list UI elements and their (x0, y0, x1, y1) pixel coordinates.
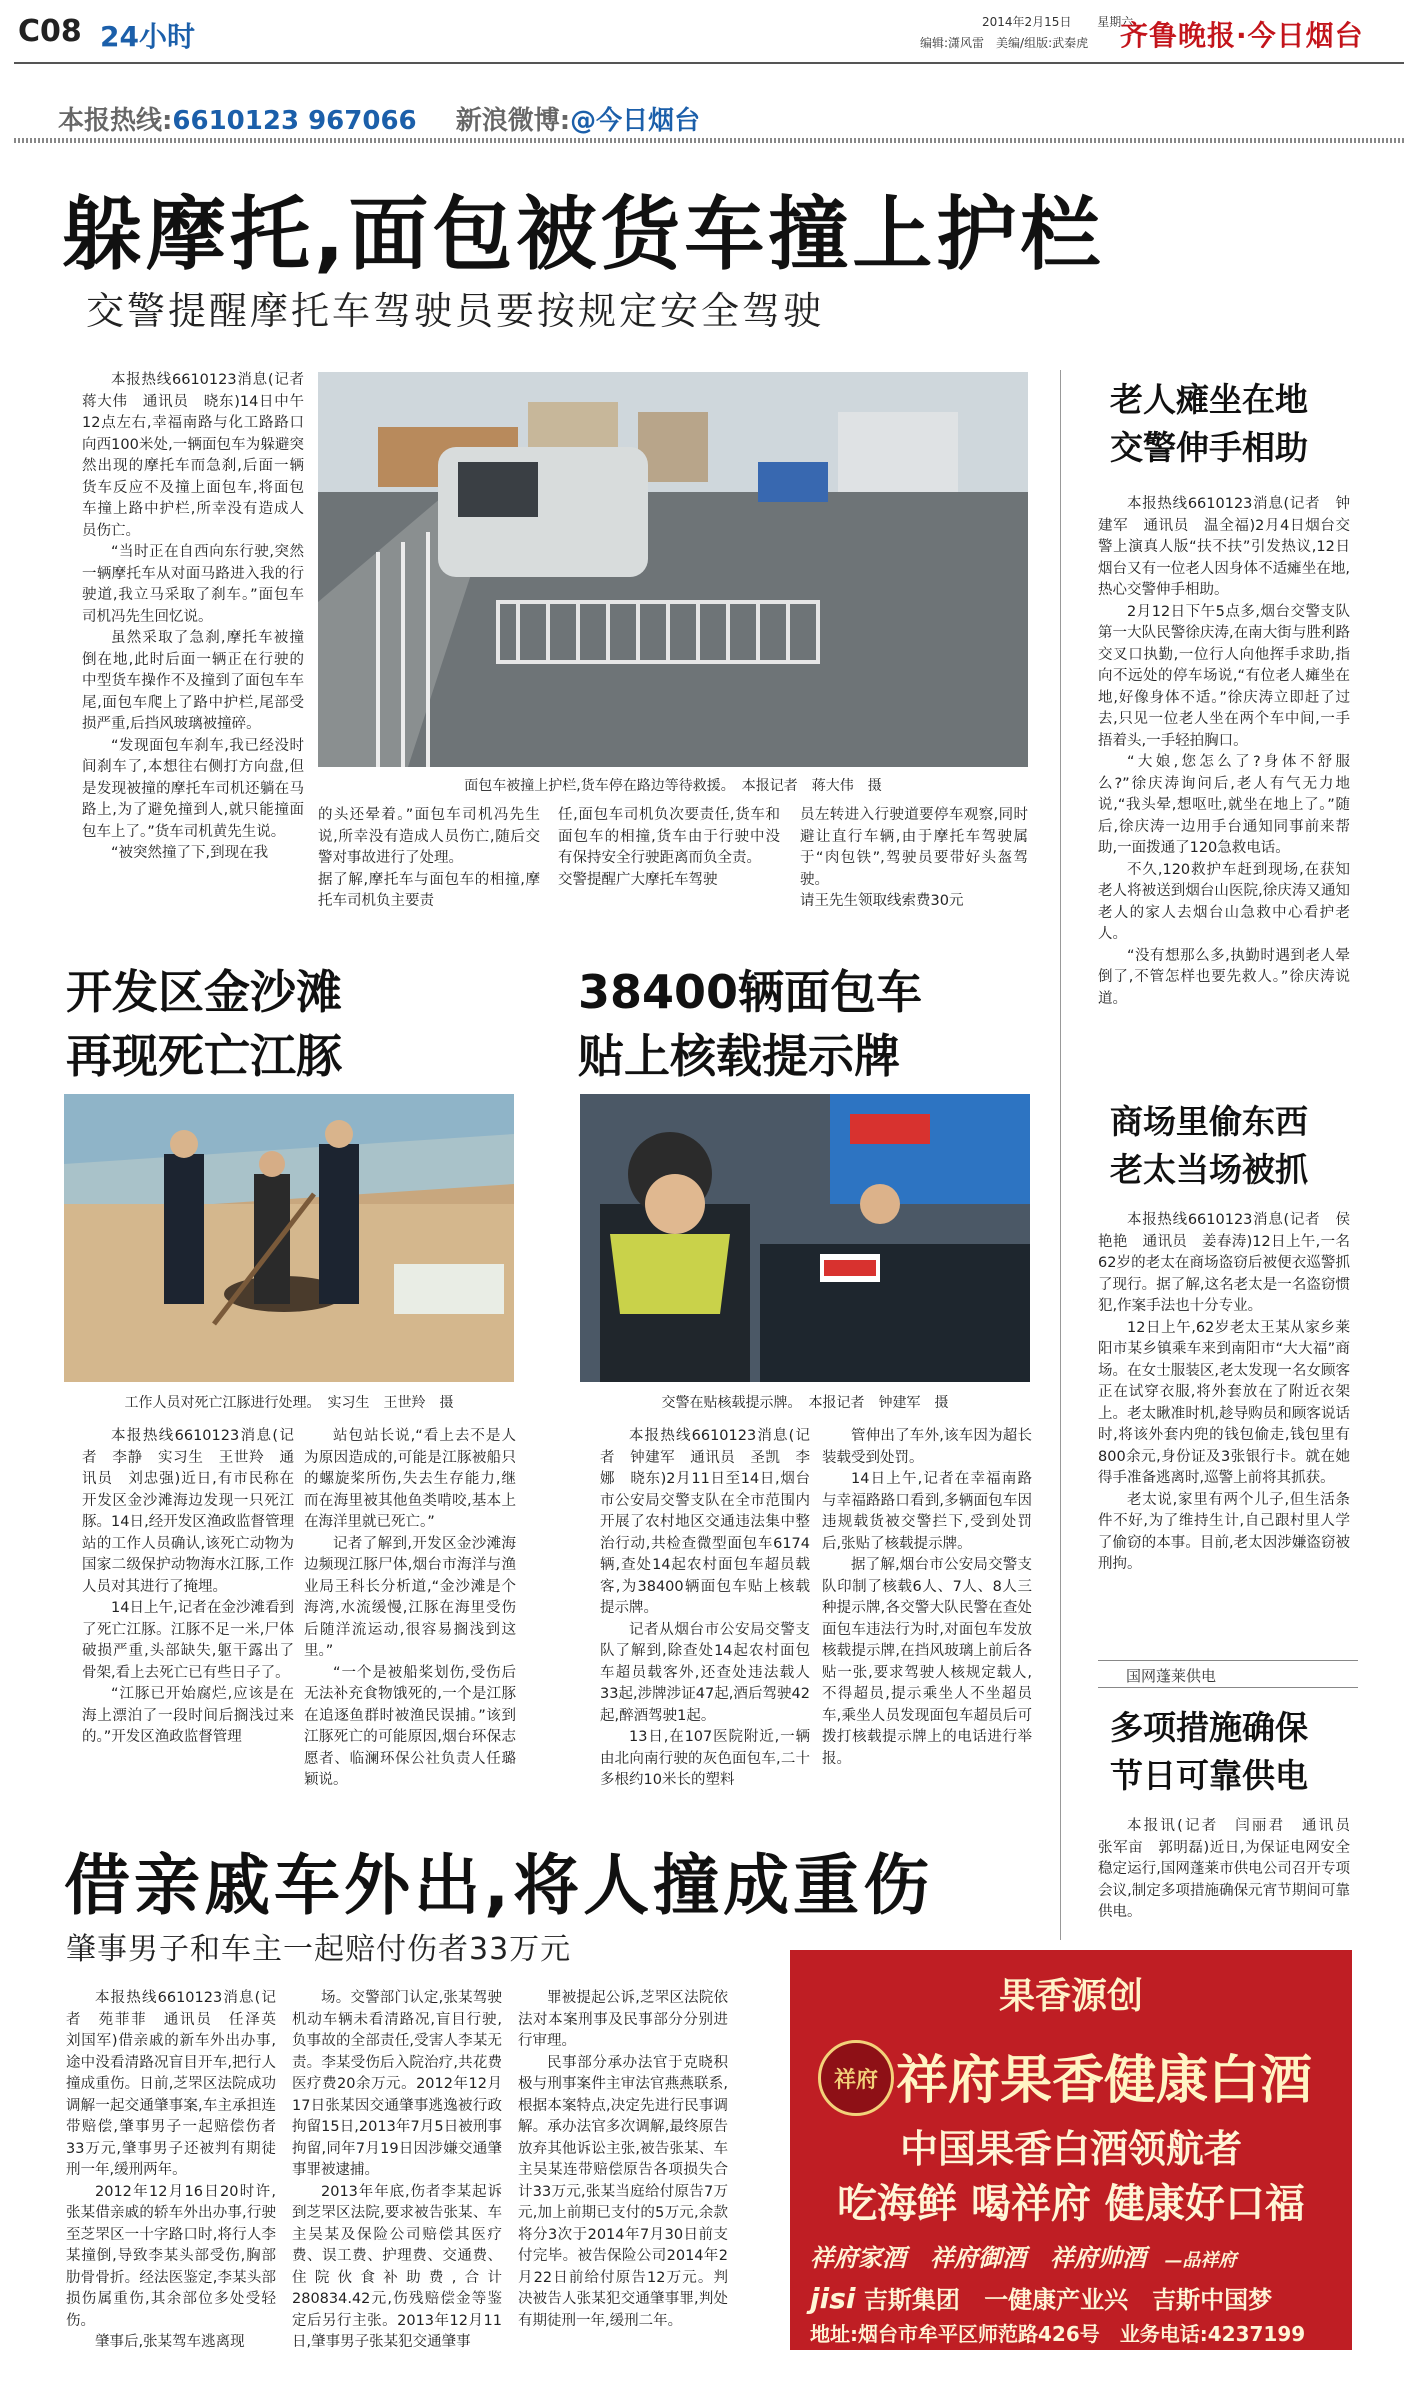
side3-body (1098, 1816, 1365, 1924)
hotline-bar (58, 100, 700, 137)
ad-series-tail: —品祥府 (1164, 2250, 1237, 2271)
hotline-numbers: 6610123 967066 (172, 106, 417, 136)
side2-body (1098, 1210, 1350, 1576)
paragraph: 本报热线6610123消息(记者 李静 实习生 王世羚 通讯员 刘忠强)近日,有市民称在开发区金沙滩海边发现一只死江豚。14日,经开发区渔政监督管理站的工作人员确认,该死亡动物为国家二级保护动物海水江豚,工作人员对其进行了掩埋。 (82, 1428, 294, 1595)
paragraph: 不久,120救护车赶到现场,在获知老人将被送到烟台山医院,徐庆涛又通知老人的家人去烟台山急救中心看护老人。 (1098, 861, 1350, 942)
dolphin-photo-caption: 工作人员对死亡江豚进行处理。 实习生 王世羚 摄 (124, 1395, 454, 1411)
ad-company-mark: jisi (810, 2282, 856, 2315)
liquor-advertisement (790, 1950, 1352, 2350)
side2-headline: 商场里偷东西 老太当场被抓 (1110, 1102, 1308, 1189)
van-column-1 (600, 1426, 810, 1826)
injury-subhead: 肇事男子和车主一起赔付伤者33万元 (66, 1932, 572, 1967)
paragraph: 本报热线6610123消息(记者 侯艳艳 通讯员 姜春涛)12日上午,一名62岁的老太在商场盗窃后被便衣巡警抓了现行。据了解,这名老太是一名盗窃惯犯,作案手法也十分专业。 (1098, 1212, 1350, 1314)
ad-company-name: 吉斯集团 (863, 2286, 960, 2314)
paragraph: 本报讯(记者 闫丽君 通讯员 张军亩 郭明磊)近日,为保证电网安全稳定运行,国网蓬莱市供电公司召开专项会议,制定多项措施确保元宵节期间可靠供电。 (1098, 1818, 1365, 1920)
ad-slogan-1: 中国果香白酒领航者 (899, 2126, 1242, 2171)
paragraph: 本报热线6610123消息(记者 蒋大伟 通讯员 晓东)14日中午12点左右,幸福南路与化工路路口向西100米处,一辆面包车为躲避突然出现的摩托车而急刹,后面一辆货车反应不及撞上面包车,将面包车撞上路中护栏,所幸没有造成人员伤亡。 (82, 372, 319, 539)
van-headline: 38400辆面包车 贴上核载提示牌 (578, 965, 923, 1083)
issue-date (982, 14, 1133, 30)
paragraph: 本报热线6610123消息(记者 钟建军 通讯员 圣凯 李娜 晓东)2月11日至14日,烟台市公安局交警支队在全市范围内开展了农村地区交通违法集中整治行动,共检查微型面包车6174辆,查处14起农村面包车超员载客,为38400辆面包车贴上核载提示牌。 (600, 1428, 810, 1616)
weekday: 星期六 (1097, 15, 1134, 29)
paragraph: “一个是被船桨划伤,受伤后无法补充食物饿死的,一个是江豚在追逐鱼群时被渔民误捕。”该到江豚死亡的可能原因,烟台环保志愿者、临澜环保公社负责人任璐颖说。 (304, 1664, 516, 1788)
paragraph: “被突然撞了下,到现在我 (111, 845, 269, 861)
paragraph: 2012年12月16日20时许,张某借亲戚的轿车外出办事,行驶至芝罘区一十字路口时,将行人李某撞倒,导致李某头部受伤,胸部肋骨骨折。经法医鉴定,李某头部损伤属重伤,其余部位多处受轻伤。 (66, 2183, 276, 2329)
paragraph: “当时正在自西向东行驶,突然一辆摩托车从对面马路进入我的行驶道,我立马采取了刹车。”面包车司机冯先生回忆说。 (82, 544, 304, 625)
lead-headline: 躲摩托,面包被货车撞上护栏 (62, 188, 1105, 281)
paragraph: “大娘,您怎么了?身体不舒服么?”徐庆涛询问后,老人有气无力地说,“我头晕,想呕吐,就坐在地上了。”随后,徐庆涛一边用手台通知同事前来帮助,一面拨通了120急救电话。 (1098, 754, 1350, 856)
side3-tag: 国网蓬莱供电 (1126, 1667, 1217, 1685)
van-column-2 (822, 1426, 1032, 1826)
paragraph: 老太说,家里有两个儿子,但生活条件不好,为了维持生计,自己跟村里人学了偷窃的本事。目前,老太因涉嫌盗窃被刑拘。 (1098, 1491, 1350, 1572)
lead-column-3: 任,面包车司机负次要责任,货车和面包车的相撞,货车由于行驶中没有保持安全行驶距离而负全责。 交警提醒广大摩托车驾驶 (558, 807, 780, 888)
paragraph: 14日上午,记者在幸福南路与幸福路路口看到,多辆面包车因违规载货被交警拦下,受到处罚后,张贴了核载提示牌。 (822, 1471, 1032, 1552)
date: 2014年2月15日 (982, 15, 1072, 29)
paragraph: 记者从烟台市公安局交警支队了解到,除查处14起农村面包车超员载客外,还查处违法载人33起,涉牌涉证47起,酒后驾驶42起,醉酒驾驶1起。 (600, 1621, 810, 1724)
paragraph: 虽然采取了急刹,摩托车被撞倒在地,此时后面一辆正在行驶的中型货车操作不及撞到了面包车车尾,面包车爬上了路中护栏,尾部受损严重,后挡风玻璃被撞碎。 (82, 630, 304, 732)
injury-column-3 (518, 1988, 728, 2378)
column-divider (1060, 370, 1061, 1940)
ad-series (810, 2238, 1236, 2273)
newspaper-brand: 齐鲁晚报·今日烟台 (1120, 19, 1364, 52)
ad-logo-seal (818, 2040, 894, 2116)
ad-series-names: 祥府家酒 祥府御酒 祥府帅酒 (810, 2243, 1146, 2272)
paragraph: 管伸出了车外,该车因为超长装载受到处罚。 (822, 1428, 1032, 1466)
dolphin-headline: 开发区金沙滩 再现死亡江豚 (66, 965, 342, 1083)
side3-tag-box (1098, 1660, 1358, 1688)
ad-product-name: 祥府果香健康白酒 (896, 2050, 1313, 2111)
section-title: 24小时 (100, 20, 195, 53)
dolphin-column-2 (304, 1426, 516, 1826)
ad-address: 地址:烟台市牟平区师范路426号 业务电话:4237199 (810, 2322, 1306, 2346)
van-photo-caption: 交警在贴核载提示牌。 本报记者 钟建军 摄 (661, 1395, 949, 1411)
crash-photo (318, 372, 1028, 767)
editors: 编辑:潇风雷 美编/组版:武秦虎 (920, 36, 1089, 50)
paragraph: “江豚已开始腐烂,应该是在海上漂泊了一段时间后搁浅过来的。”开发区渔政监督管理 (82, 1686, 294, 1745)
paragraph: 12日上午,62岁老太王某从家乡莱阳市某乡镇乘车来到南阳市“大大福”商场。在女士服装区,老太发现一名女顾客正在试穿衣服,将外套放在了附近衣架上。老太瞅准时机,趁导购员和顾客说话时,将该外套内兜的钱包偷走,钱包里有800余元,身份证及3张银行卡。就在她得手准备逃离时,巡警上前将其抓获。 (1098, 1319, 1350, 1486)
ad-top-line: 果香源创 (998, 1975, 1143, 2017)
ad-seal-text: 祥府 (833, 2068, 878, 2093)
lead-column-1 (82, 370, 319, 890)
paragraph: “没有想那么多,执勤时遇到老人晕倒了,不管怎样也要先救人。”徐庆涛说道。 (1098, 947, 1350, 1007)
lead-column-2: 的头还晕着。”面包车司机冯先生说,所幸没有造成人员伤亡,随后交警对事故进行了处理。 据了解,摩托车与面包车的相撞,摩托车司机负主要责 (318, 807, 540, 909)
van-photo (580, 1094, 1030, 1382)
paragraph: 民事部分承办法官于克晓积极与刑事案件主审法官燕燕联系,根据本案特点,决定先进行民事调解。承办法官多次调解,最终原告放弃其他诉讼主张,被告张某、车主吴某连带赔偿原告各项损失合计33万元,张某当庭给付原告7万元,加上前期已支付的5万元,余款将分3次于2014年7月30日前支付完毕。被告保险公司2014年2月22日前给付原告12万元。判决被告人张某犯交通肇事罪,判处有期徒刑一年,缓刑二年。 (518, 2054, 728, 2329)
ad-company-line (810, 2280, 1272, 2315)
side3-headline: 多项措施确保 节日可靠供电 (1110, 1708, 1308, 1795)
paragraph: “发现面包车刹车,我已经没时间刹车了,本想往右侧打方向盘,但是发现被撞的摩托车司机还躺在马路上,为了避免撞到人,就只能撞面包车上了。”货车司机黄先生说。 (82, 737, 304, 840)
side1-body (1098, 494, 1350, 1010)
crash-photo-caption: 面包车被撞上护栏,货车停在路边等待救援。 本报记者 蒋大伟 摄 (464, 778, 882, 794)
paragraph: 14日上午,记者在金沙滩看到了死亡江豚。江豚不足一米,尸体破损严重,头部缺失,躯干露出了骨架,看上去死亡已有些日子了。 (82, 1600, 294, 1681)
paragraph: 2013年年底,伤者李某起诉到芝罘区法院,要求被告张某、车主吴某及保险公司赔偿其医疗费、误工费、护理费、交通费、住院伙食补助费,合计280834.42元,伤残赔偿金等鉴定后另行主张。2013年12月11日,肇事男子张某犯交通肇事 (292, 2183, 502, 2350)
paragraph: 记者了解到,开发区金沙滩海边频现江豚尸体,烟台市海洋与渔业局王科长分析道,“金沙滩是个海湾,水流缓慢,江豚在海里受伤后随洋流运动,很容易搁浅到这里。” (304, 1535, 516, 1659)
weibo-label: 新浪微博: (455, 106, 571, 136)
dotted-rule (14, 138, 1404, 143)
paragraph: 本报热线6610123消息(记者 苑菲菲 通讯员 任泽英 刘国军)借亲戚的新车外出办事,途中没看清路况盲目开车,把行人撞成重伤。日前,芝罘区法院成功调解一起交通肇事案,车主承担连带赔偿,肇事男子一起赔偿伤者33万元,肇事男子还被判有期徒刑一年,缓刑两年。 (66, 1990, 291, 2178)
side1-headline: 老人瘫坐在地 交警伸手相助 (1110, 380, 1308, 467)
paragraph: 场。交警部门认定,张某驾驶机动车辆未看清路况,盲目行驶,负事故的全部责任,受害人李某无责。李某受伤后入院治疗,共花费医疗费20余万元。2012年12月17日张某因交通肇事逃逸被行政拘留15日,2013年7月5日被刑事拘留,同年7月19日因涉嫌交通肇事罪被逮捕。 (292, 1990, 502, 2178)
dolphin-column-1 (82, 1426, 294, 1826)
header-rule (14, 62, 1404, 64)
lead-column-4: 员左转进入行驶道要停车观察,同时避让直行车辆,由于摩托车驾驶属于“肉包铁”,驾驶员要带好头盔驾驶。 请王先生领取线索费30元 (800, 807, 1028, 909)
hotline-label: 本报热线: (58, 106, 173, 136)
injury-column-1 (66, 1988, 291, 2378)
ad-company-motto: 一健康产业兴 吉斯中国梦 (984, 2286, 1273, 2314)
page-number: C08 (18, 14, 82, 49)
paragraph: 站包站长说,“看上去不是人为原因造成的,可能是江豚被船只的螺旋桨所伤,失去生存能力,继而在海里被其他鱼类啃咬,基本上在海洋里就已死亡。” (304, 1428, 516, 1530)
paragraph: 肇事后,张某驾车逃离现 (95, 2334, 245, 2350)
injury-headline: 借亲戚车外出,将人撞成重伤 (64, 1847, 934, 1924)
paragraph: 据了解,烟台市公安局交警支队印制了核载6人、7人、8人三种提示牌,各交警大队民警在查处面包车违法行为时,对面包车发放核载提示牌,在挡风玻璃上前后各贴一张,要求驾驶人核规定载人,不得超员,提示乘坐人不坐超员车,乘坐人员发现面包车超员后可拨打核载提示牌上的电话进行举报。 (822, 1557, 1032, 1767)
injury-column-2 (292, 1988, 502, 2378)
lead-subhead: 交警提醒摩托车驾驶员要按规定安全驾驶 (86, 289, 825, 333)
paragraph: 13日,在107医院附近,一辆由北向南行驶的灰色面包车,二十多根约10米长的塑料 (600, 1729, 810, 1788)
paragraph: 本报热线6610123消息(记者 钟建军 通讯员 温全福)2月4日烟台交警上演真人版“扶不扶”引发热议,12日烟台又有一位老人因身体不适瘫坐在地,热心交警伸手相助。 (1098, 496, 1350, 598)
paragraph: 2月12日下午5点多,烟台交警支队第一大队民警徐庆涛,在南大街与胜利路交叉口执勤,一位行人向他挥手求助,指向不远处的停车场说,“有位老人瘫坐在地,好像身体不适。”徐庆涛立即赶了过去,只见一位老人坐在两个车中间,一手捂着头,一手轻拍胸口。 (1098, 603, 1350, 749)
paragraph: 罪被提起公诉,芝罘区法院依法对本案刑事及民事部分分别进行审理。 (518, 1990, 728, 2049)
weibo-account: @今日烟台 (570, 106, 701, 136)
ad-slogan-2: 吃海鲜 喝祥府 健康好口福 (837, 2181, 1305, 2227)
dolphin-photo (64, 1094, 514, 1382)
